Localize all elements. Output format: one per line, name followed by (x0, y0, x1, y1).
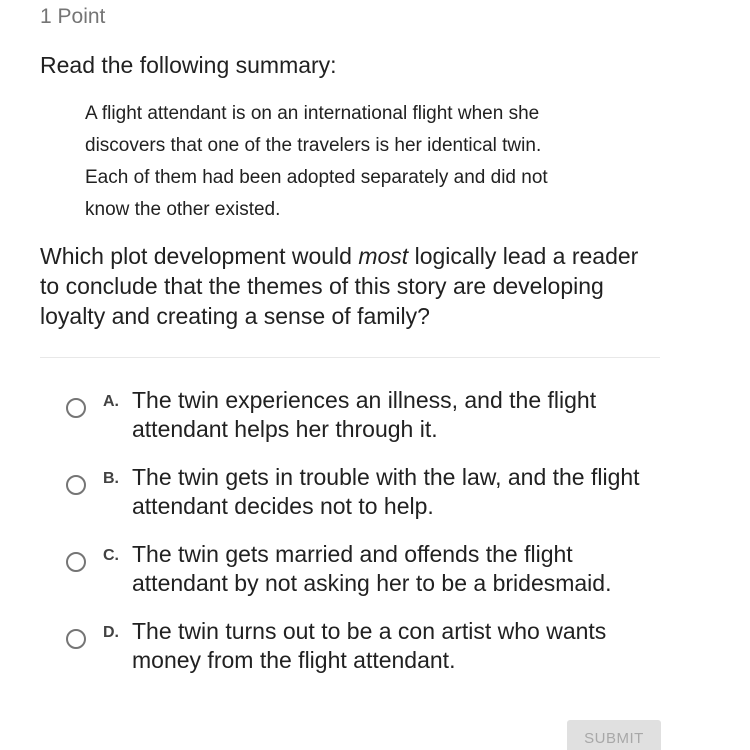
question-line: loyalty and creating a sense of family? (40, 303, 430, 329)
option-letter: A. (103, 393, 119, 410)
answer-option-b[interactable] (66, 463, 686, 527)
radio-button-c[interactable] (66, 552, 86, 572)
option-text-line: The twin gets married and offends the flight (132, 541, 573, 567)
radio-button-d[interactable] (66, 629, 86, 649)
question-line: to conclude that the themes of this story are developing (40, 273, 604, 299)
summary-line: know the other existed. (85, 199, 281, 220)
option-text-line: money from the flight attendant. (132, 647, 456, 673)
summary-passage (85, 98, 605, 226)
points-label: 1 Point (40, 5, 106, 28)
summary-line: A flight attendant is on an international flight when she (85, 103, 540, 124)
option-text-line: attendant decides not to help. (132, 493, 434, 519)
option-text-line: The twin experiences an illness, and the flight (132, 387, 597, 413)
question-text-part: Which plot development would (40, 243, 359, 269)
answer-option-d[interactable] (66, 617, 686, 681)
option-text (132, 386, 692, 444)
summary-line: Each of them had been adopted separately and did not (85, 167, 548, 188)
option-text (132, 617, 692, 675)
question-text (40, 241, 690, 331)
option-text-line: attendant helps her through it. (132, 416, 438, 442)
option-text (132, 540, 692, 598)
answer-option-a[interactable] (66, 386, 686, 450)
submit-button[interactable]: SUBMIT (567, 720, 661, 750)
option-text-line: The twin turns out to be a con artist who wants (132, 618, 607, 644)
summary-prompt: Read the following summary: (40, 52, 337, 78)
divider (40, 357, 660, 358)
radio-button-a[interactable] (66, 398, 86, 418)
option-letter: B. (103, 470, 119, 487)
question-emphasis: most (358, 243, 409, 269)
option-text (132, 463, 692, 521)
option-letter: C. (103, 547, 119, 564)
question-text-part: logically lead a reader (408, 243, 639, 269)
summary-line: discovers that one of the travelers is her identical twin. (85, 135, 542, 156)
radio-button-b[interactable] (66, 475, 86, 495)
option-letter: D. (103, 624, 119, 641)
option-text-line: attendant by not asking her to be a bridesmaid. (132, 570, 612, 596)
option-text-line: The twin gets in trouble with the law, and the flight (132, 464, 640, 490)
question-line (40, 241, 690, 271)
answer-option-c[interactable] (66, 540, 686, 604)
